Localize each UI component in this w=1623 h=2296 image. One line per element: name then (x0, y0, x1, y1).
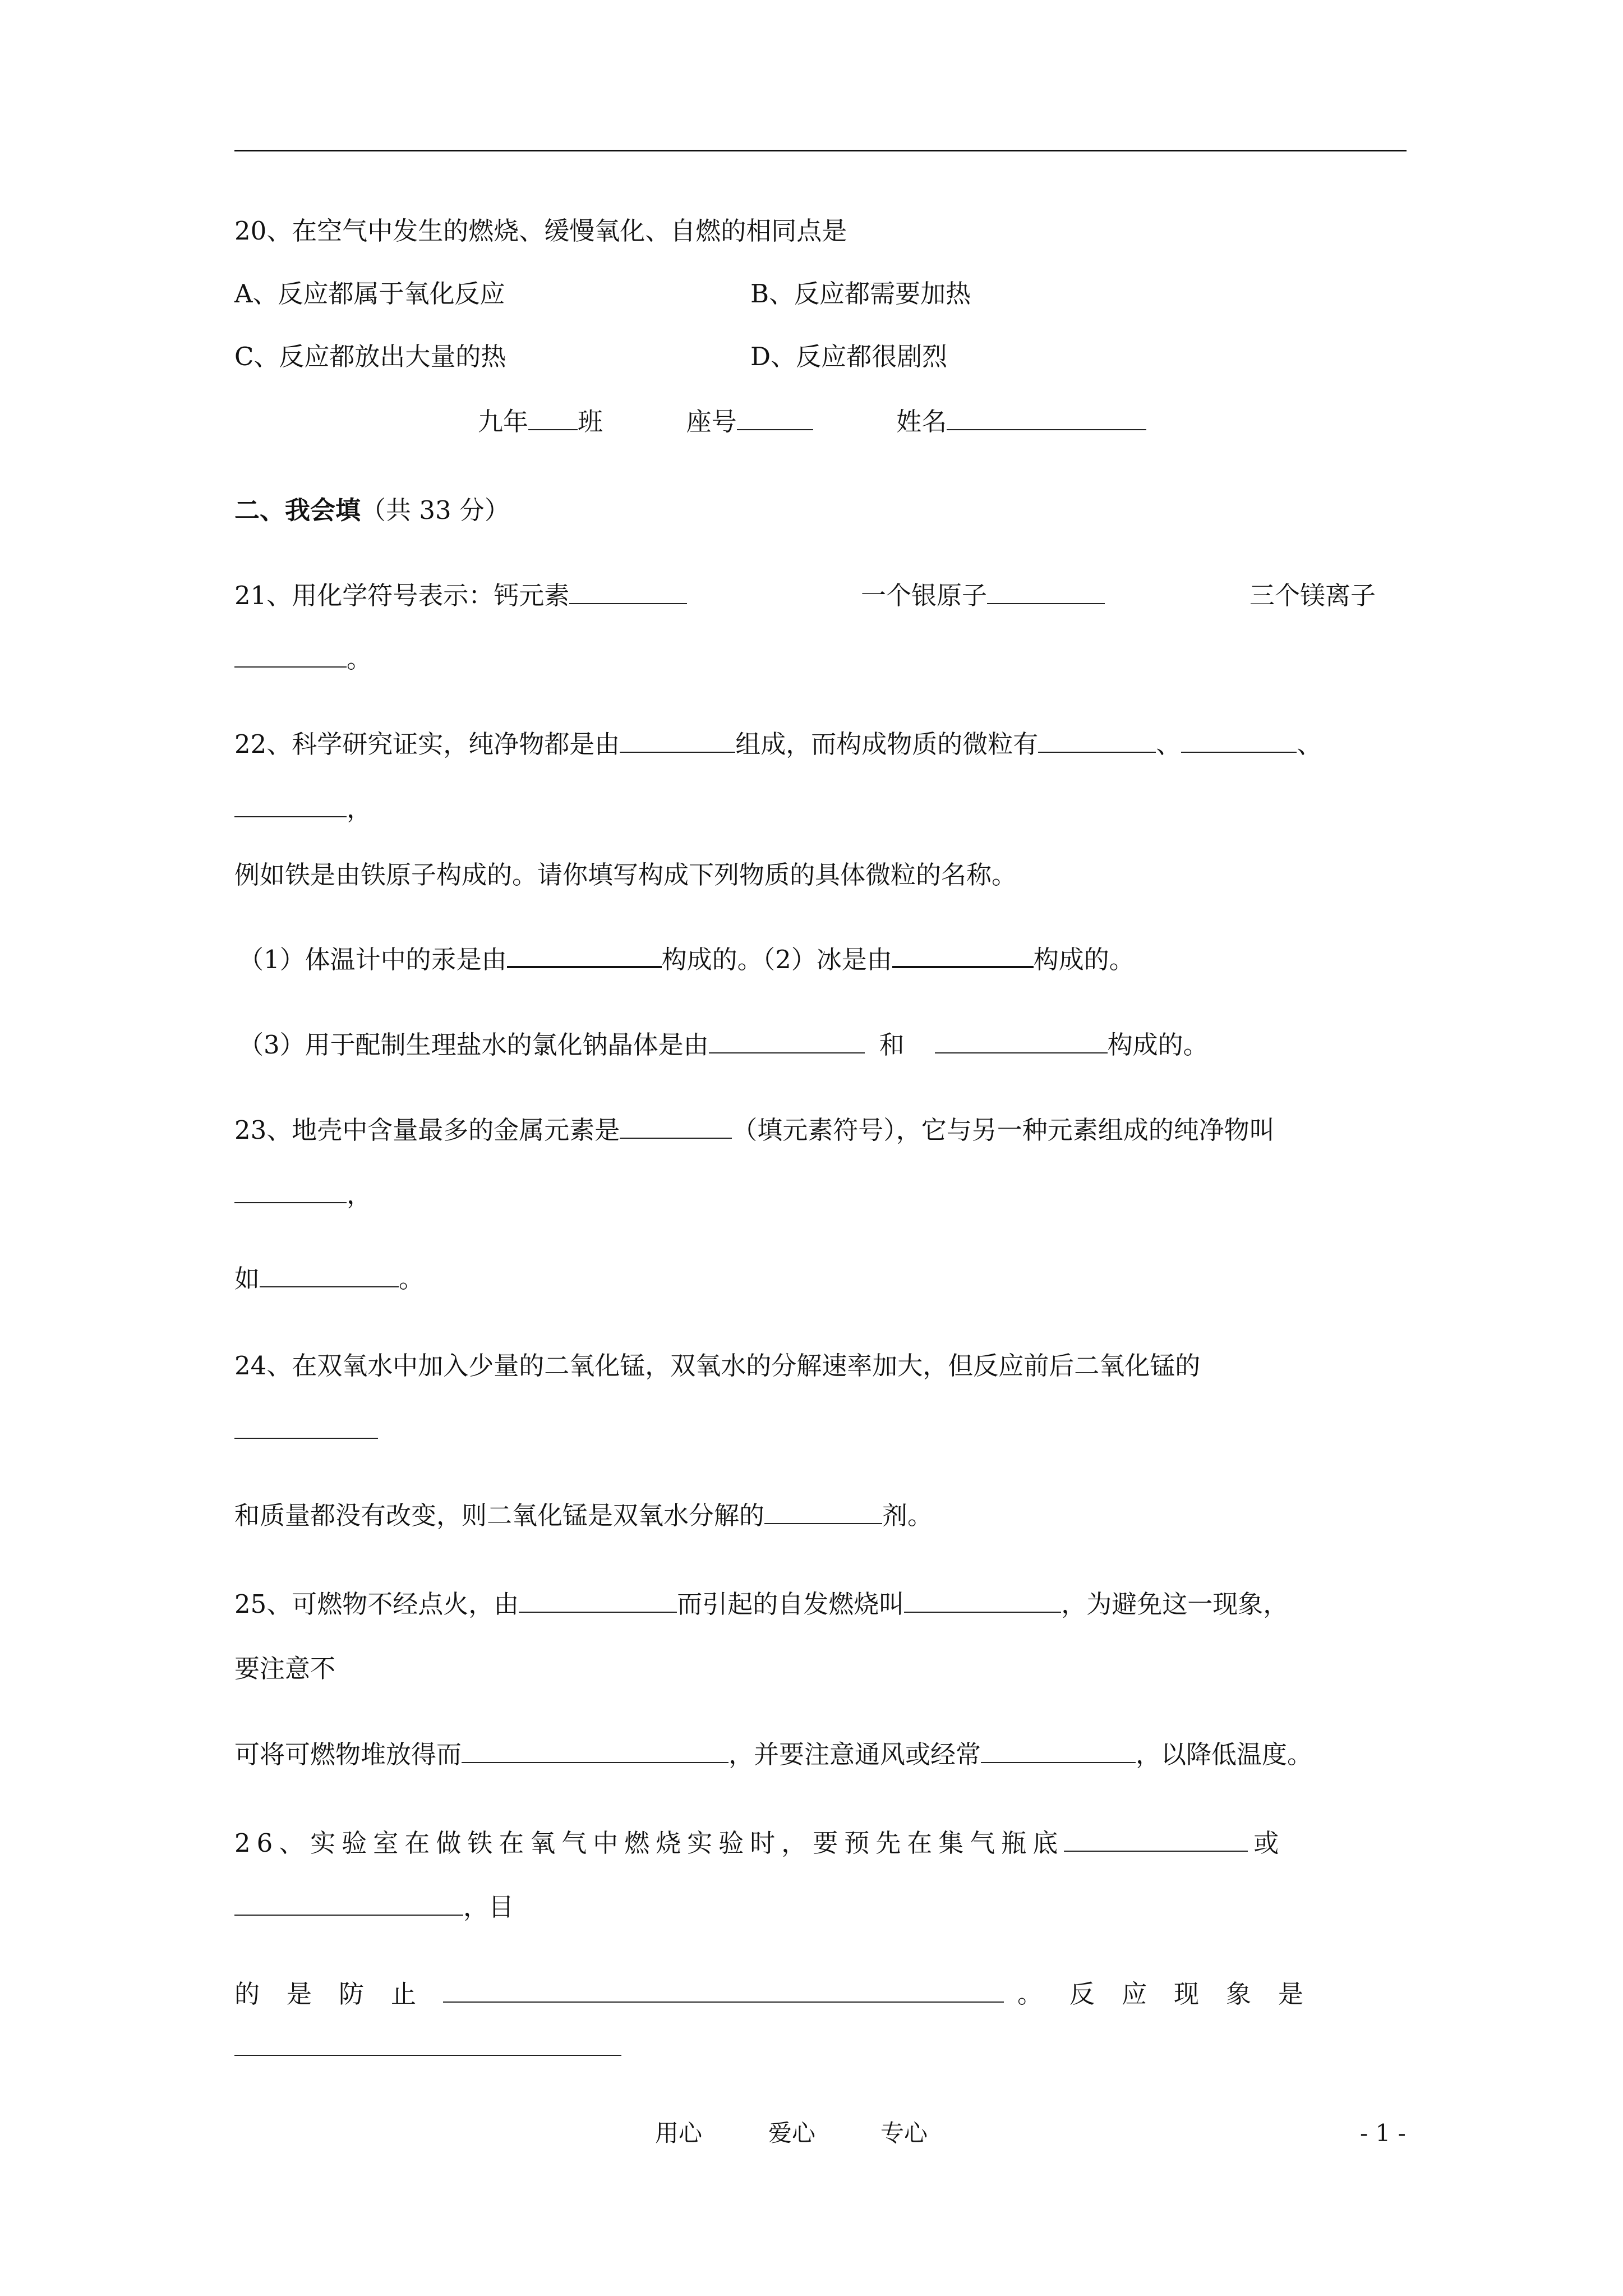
q22-p3-blank-2[interactable] (935, 1029, 1108, 1053)
q23-line-1 (234, 1114, 1275, 1147)
q23-line-2 (234, 1178, 372, 1212)
q25-text-g: ，以降低温度。 (1136, 1740, 1313, 1769)
q20-option-a: A、反应都属于氧化反应 (234, 279, 505, 309)
q24-text-b: 和质量都没有改变，则二氧化锰是双氧水分解的 (234, 1501, 765, 1530)
q25-text-e: 可将可燃物堆放得而 (234, 1740, 462, 1769)
q22-blank-1[interactable] (620, 728, 735, 753)
q23-line-3 (234, 1262, 424, 1296)
q25-blank-4[interactable] (981, 1738, 1136, 1763)
footer-motto-2: 爱心 (768, 2119, 816, 2147)
q26-text-a: 26、实验室在做铁在氧气中燃烧实验时，要预先在集气瓶底 (234, 1828, 1064, 1858)
q25-line-1 (234, 1588, 1288, 1621)
seat-blank[interactable] (737, 406, 813, 430)
q25-text-c: ，为避免这一现象， (1061, 1589, 1289, 1619)
q22-line-3: 例如铁是由铁原子构成的。请你填写构成下列物质的具体微粒的名称。 (234, 860, 1017, 890)
q22-p3-end: 构成的。 (1107, 1030, 1209, 1060)
q25-blank-3[interactable] (462, 1738, 728, 1763)
q24-text-c: 剂。 (882, 1501, 933, 1530)
q26-blank-1[interactable] (1064, 1827, 1248, 1852)
q26-text-d: 的是防止 (234, 1979, 444, 2009)
q22-blank-3[interactable] (1181, 728, 1297, 753)
q22-p2-blank[interactable] (892, 942, 1034, 968)
q24-line-2 (234, 1414, 378, 1447)
q21-text-a: 21、用化学符号表示：钙元素 (234, 581, 570, 610)
q26-line-4 (234, 2031, 621, 2064)
q22-blank-2[interactable] (1038, 728, 1156, 753)
q20-option-b: B、反应都需要加热 (750, 279, 971, 309)
q21-blank-2[interactable] (987, 579, 1105, 604)
q25-line-2: 要注意不 (234, 1654, 336, 1683)
q23-text-b: （填元素符号），它与另一种元素组成的纯净物叫 (732, 1115, 1275, 1145)
q23-end-2: 。 (399, 1264, 425, 1294)
q24-blank-1[interactable] (234, 1414, 378, 1439)
q26-text-c: ，目 (463, 1892, 514, 1922)
footer-motto-1: 用心 (655, 2119, 703, 2147)
q22-part-3 (238, 1028, 1209, 1062)
q22-sep-1: 、 (1156, 729, 1182, 759)
page-number: - 1 - (1360, 2119, 1406, 2147)
q26-line-2 (234, 1890, 514, 1924)
q22-p3-blank-1[interactable] (709, 1029, 865, 1053)
q23-blank-2[interactable] (234, 1179, 347, 1203)
q23-text-c: 如 (234, 1264, 260, 1294)
q21-text-b: 一个银原子 (861, 581, 988, 610)
grade-label: 九年 (478, 407, 529, 436)
q25-blank-2[interactable] (904, 1588, 1061, 1613)
q26-blank-3[interactable] (443, 1978, 1004, 2003)
q26-text-e: 。反应现象是 (1017, 1979, 1331, 2009)
q21-text-c: 三个镁离子 (1249, 581, 1376, 610)
q21-blank-3[interactable] (234, 643, 347, 668)
footer-motto-3: 专心 (880, 2119, 928, 2147)
q22-text-b: 组成，而构成物质的微粒有 (735, 729, 1039, 759)
class-label: 班 (578, 407, 603, 436)
class-blank[interactable] (528, 406, 578, 430)
q20-stem: 20、在空气中发生的燃烧、缓慢氧化、自燃的相同点是 (234, 216, 847, 246)
q21-line-b (861, 579, 1105, 613)
section2-heading (234, 494, 510, 527)
name-label: 姓名 (896, 407, 947, 436)
q22-p2-end: 构成的。 (1033, 945, 1135, 974)
section2-title: 二、我会填 (234, 495, 361, 525)
q22-p1-text: （1）体温计中的汞是由 (238, 945, 507, 974)
q22-line-2 (234, 792, 372, 826)
q21-line (234, 579, 687, 613)
q22-p1-end: 构成的。 (661, 945, 763, 974)
q25-blank-1[interactable] (519, 1588, 677, 1613)
q22-p2-text: （2）冰是由 (762, 945, 892, 974)
q26-blank-4[interactable] (234, 2031, 621, 2056)
q24-line-1: 24、在双氧水中加入少量的二氧化锰，双氧水的分解速率加大，但反应前后二氧化锰的 (234, 1351, 1201, 1381)
q20-option-d: D、反应都很剧烈 (750, 342, 948, 371)
q22-p3-text: （3）用于配制生理盐水的氯化钠晶体是由 (238, 1030, 709, 1060)
name-blank[interactable] (947, 406, 1146, 430)
q20-option-c: C、反应都放出大量的热 (234, 342, 506, 371)
q23-text-a: 23、地壳中含量最多的金属元素是 (234, 1115, 620, 1145)
q22-part-1-2 (238, 942, 1135, 977)
q26-line-3 (234, 1977, 1330, 2011)
q25-text-f: ，并要注意通风或经常 (728, 1740, 981, 1769)
q23-blank-1[interactable] (620, 1114, 732, 1139)
q22-end: ， (347, 794, 372, 823)
q22-line-1 (234, 728, 1322, 761)
q26-blank-2[interactable] (234, 1891, 463, 1916)
q23-blank-3[interactable] (260, 1263, 399, 1287)
q21-blank-1[interactable] (569, 579, 687, 604)
q22-sep-2: 、 (1297, 729, 1322, 759)
q25-text-b: 而引起的自发燃烧叫 (677, 1589, 905, 1619)
q26-text-b: 或 (1253, 1828, 1285, 1858)
student-info-line (478, 405, 1146, 439)
header-rule (234, 150, 1407, 151)
q23-end: ， (347, 1180, 372, 1209)
q24-blank-2[interactable] (764, 1499, 882, 1524)
q22-p3-and: 和 (879, 1030, 905, 1060)
q24-line-3 (234, 1499, 933, 1533)
section2-score: （共 33 分） (361, 495, 510, 525)
q22-text-a: 22、科学研究证实，纯净物都是由 (234, 729, 620, 759)
q25-text-a: 25、可燃物不经点火，由 (234, 1589, 519, 1619)
q21-end: 。 (347, 644, 372, 674)
seat-label: 座号 (686, 407, 737, 436)
q22-blank-4[interactable] (234, 793, 347, 817)
q22-p1-blank[interactable] (507, 942, 662, 968)
q26-line-1 (234, 1826, 1285, 1860)
q25-line-3 (234, 1738, 1312, 1772)
q21-line-2 (234, 642, 372, 676)
